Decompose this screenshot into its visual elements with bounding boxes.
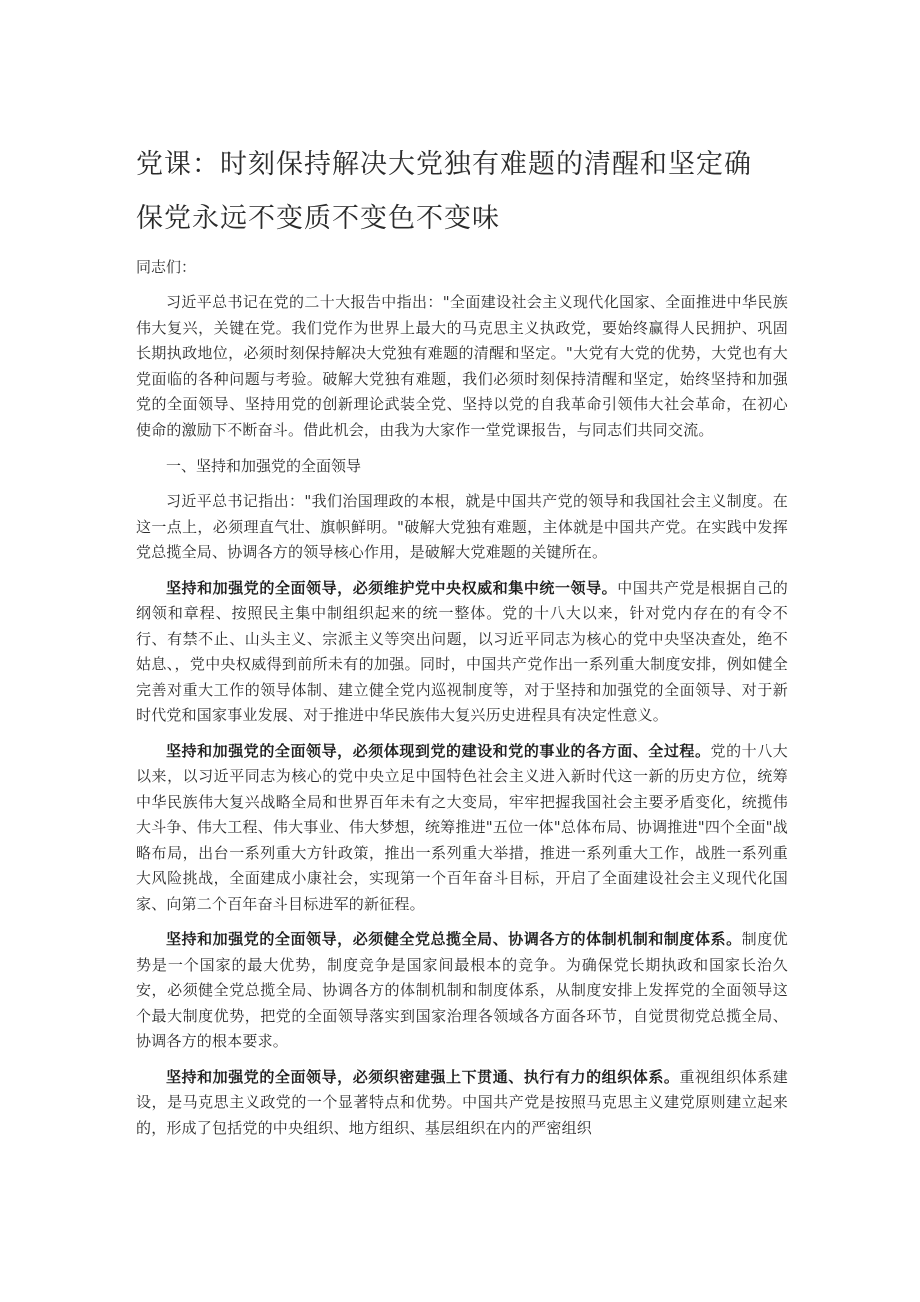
paragraph-lead-sentence: 坚持和加强党的全面领导，必须织密建强上下贯通、执行有力的组织体系。 xyxy=(166,1067,680,1086)
intro-paragraph: 习近平总书记在党的二十大报告中指出："全面建设社会主义现代化国家、全面推进中华民族伟大复兴，关键在党。我们党作为世界上最大的马克思主义执政党，要始终赢得人民拥护、巩固长期执政地位，必须时刻保持解决大党独有难题的清醒和坚定。"大党有大党的优势，大党也有大党面临的各种问题与考验。破解大党独有难题，我们必须时刻保持清醒和坚定，始终坚持和加强党的全面领导、坚持用党的创新理论武装全党、坚持以党的自我革命引领伟大社会革命，在初心使命的激励下不断奋斗。借此机会，由我为大家作一堂党课报告，与同志们共同交流。 xyxy=(136,293,788,439)
paragraph-lead-sentence: 坚持和加强党的全面领导，必须健全党总揽全局、协调各方的体制机制和制度体系。 xyxy=(166,930,742,948)
paragraph-body-text: 中国共产党是根据自己的纲领和章程、按照民主集中制组织起来的统一整体。党的十八大以来，针对党内存在的有令不行、有禁不止、山头主义、宗派主义等突出问题，以习近平同志为核心的党中央坚决查处，绝不姑息、，党中央权威得到前所未有的加强。同时，中国共产党作出一系列重大制度安排，例如健全完善对重大工作的领导体制、建立健全党内巡视制度等，对于坚持和加强党的全面领导、对于新时代党和国家事业发展、对于推进中华民族伟大复兴历史进程具有决定性意义。 xyxy=(136,578,788,724)
paragraph-lead-sentence: 坚持和加强党的全面领导，必须体现到党的建设和党的事业的各方面、全过程。 xyxy=(166,741,711,760)
section-1-paragraph-2 xyxy=(136,576,788,729)
section-1-paragraph-1: 习近平总书记指出："我们治国理政的本根，就是中国共产党的领导和我国社会主义制度。在这一点上，必须理直气壮、旗帜鲜明。"破解大党独有难题，主体就是中国共产党。在实践中发挥党总揽全局、协调各方的领导核心作用，是破解大党难题的关键所在。 xyxy=(136,492,788,561)
document-title-line-1: 党课：时刻保持解决大党独有难题的清醒和坚定确 xyxy=(136,149,752,180)
paragraph-lead-sentence: 坚持和加强党的全面领导，必须维护党中央权威和集中统一领导。 xyxy=(166,578,618,597)
paragraph-body-text: 制度优势是一个国家的最大优势，制度竞争是国家间最根本的竞争。为确保党长期执政和国家长治久安，必须健全党总揽全局、协调各方的体制机制和制度体系，从制度安排上发挥党的全面领导这个最大制度优势，把党的全面领导落实到国家治理各领域各方面各环节，自觉贯彻党总揽全局、协调各方的根本要求。 xyxy=(136,930,788,1050)
section-1-paragraph-3 xyxy=(136,739,788,918)
document-body xyxy=(136,138,788,1151)
section-1-paragraph-5 xyxy=(136,1065,788,1142)
section-heading-1: 一、坚持和加强党的全面领导 xyxy=(166,457,362,475)
salutation: 同志们： xyxy=(136,258,197,276)
paragraph-body-text: 重视组织体系建设，是马克思主义政党的一个显著特点和优势。中国共产党是按照马克思主义建党原则建立起来的，形成了包括党的中央组织、地方组织、基层组织在内的严密组织 xyxy=(136,1067,788,1137)
document-title xyxy=(136,138,788,246)
document-title-line-2: 保党永远不变质不变色不变味 xyxy=(136,203,500,234)
paragraph-body-text: 党的十八大以来，以习近平同志为核心的党中央立足中国特色社会主义进入新时代这一新的历史方位，统筹中华民族伟大复兴战略全局和世界百年未有之大变局，牢牢把握我国社会主要矛盾变化，统揽伟大斗争、伟大工程、伟大事业、伟大梦想，统筹推进"五位一体"总体布局、协调推进"四个全面"战略布局，出台一系列重大方针政策，推出一系列重大举措，推进一系列重大工作，战胜一系列重大风险挑战，全面建成小康社会，实现第一个百年奋斗目标，开启了全面建设社会主义现代化国家、向第二个百年奋斗目标进军的新征程。 xyxy=(136,741,788,913)
section-1-paragraph-4 xyxy=(136,927,788,1055)
